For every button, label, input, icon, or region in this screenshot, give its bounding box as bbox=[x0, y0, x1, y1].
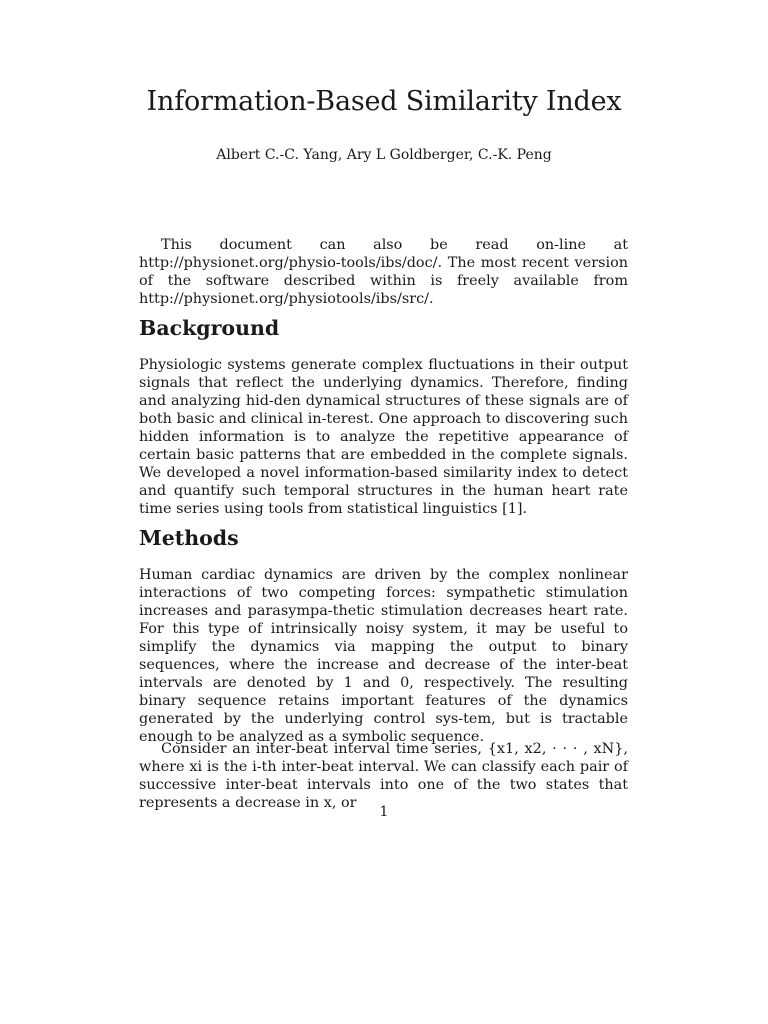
page-number: 1 bbox=[379, 804, 389, 820]
background-heading: Background bbox=[139, 316, 280, 340]
methods-heading: Methods bbox=[139, 526, 239, 550]
author-list: Albert C.-C. Yang, Ary L Goldberger, C.-K. Peng bbox=[216, 147, 552, 163]
methods-paragraph-2: Consider an inter-beat interval time series, {x1, x2, · · · , xN}, where xi is the i-th inter-beat interval. We can classify each pair of successive inter-beat intervals into one of the two states that represents a decrease in x, or bbox=[139, 741, 628, 811]
methods-paragraph-1: Human cardiac dynamics are driven by the complex nonlinear interactions of two competing forces: sympathetic stimulation increases and parasympa-thetic stimulation decreases heart rate. For this type of intrinsically noisy system, it may be useful to simplify the dynamics via mapping the output to binary sequences, where the increase and decrease of the inter-beat intervals are denoted by 1 and 0, respectively. The resulting binary sequence retains important features of the dynamics generated by the underlying control sys-tem, but is tractable enough to be analyzed as a symbolic sequence. bbox=[139, 567, 628, 745]
intro-paragraph: This document can also be read on-line at http://physionet.org/physio-tools/ibs/doc/. The most recent version of the software described within is freely available from http://physionet.org/physiotools/ibs/src/. bbox=[139, 237, 628, 307]
background-paragraph: Physiologic systems generate complex fluctuations in their output signals that reflect the underlying dynamics. Therefore, finding and analyzing hid-den dynamical structures of these signals are of both basic and clinical in-terest. One approach to discovering such hidden information is to analyze the repetitive appearance of certain basic patterns that are embedded in the complete signals. We developed a novel information-based similarity index to detect and quantify such temporal structures in the human heart rate time series using tools from statistical linguistics [1]. bbox=[139, 357, 628, 517]
document-title: Information-Based Similarity Index bbox=[146, 86, 622, 117]
